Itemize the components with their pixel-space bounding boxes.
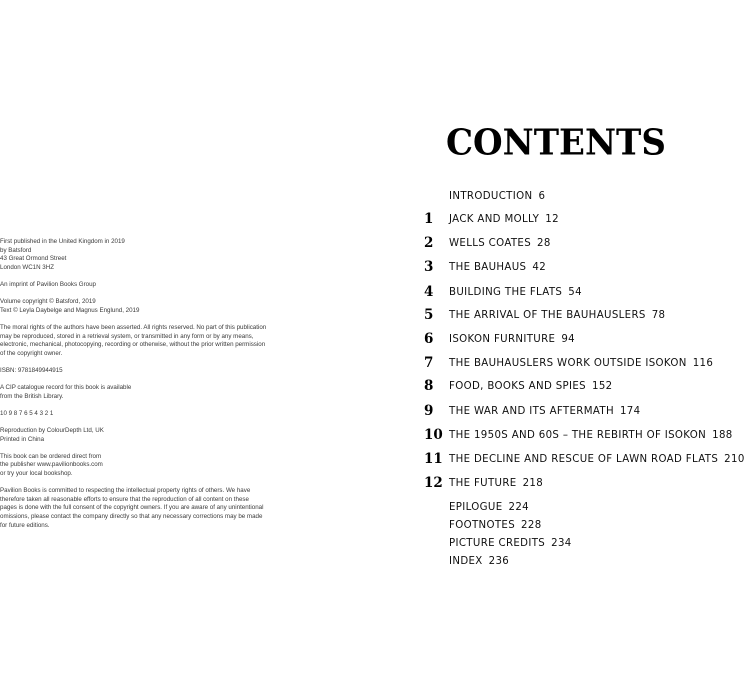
chapter-title: THE BAUHAUS	[449, 261, 527, 273]
imprint-block	[0, 281, 290, 290]
chapter-title: THE FUTURE	[449, 477, 517, 489]
contents-entry[interactable]	[420, 282, 582, 302]
imprint-line: Volume copyright © Batsford, 2019	[0, 298, 96, 306]
contents-entry[interactable]	[420, 209, 559, 229]
imprint-line: of the copyright owner.	[0, 349, 63, 357]
imprint-line: electronic, mechanical, photocopying, recording or otherwise, without the prior written permission	[0, 341, 266, 349]
imprint-line: A CIP catalogue record for this book is available	[0, 384, 132, 392]
chapter-title: ISOKON FURNITURE	[449, 333, 556, 345]
contents-entry[interactable]	[420, 257, 546, 277]
imprint-line: pages is done with the full consent of the copyright owners. If you are aware of any unintentional	[0, 504, 264, 512]
contents-entry[interactable]	[420, 515, 542, 535]
chapter-title: INTRODUCTION	[449, 190, 533, 202]
contents-entry[interactable]	[420, 353, 713, 373]
chapter-page-number: 12	[545, 213, 559, 225]
imprint-block	[0, 298, 290, 315]
chapter-page-number: 210	[724, 453, 745, 465]
imprint-block	[0, 453, 290, 479]
chapter-page-number: 188	[712, 429, 733, 441]
imprint-line: 43 Great Ormond Street	[0, 255, 67, 263]
chapter-page-number: 236	[488, 555, 510, 567]
chapter-number: 1	[424, 211, 434, 227]
chapter-number: 4	[424, 284, 434, 300]
contents-entry[interactable]	[420, 497, 529, 517]
contents-entry[interactable]	[420, 473, 543, 493]
chapter-page-number: 78	[651, 309, 666, 321]
imprint-line: may be reproduced, stored in a retrieval system, or transmitted in any form or by any means,	[0, 332, 254, 340]
chapter-page-number: 218	[522, 477, 544, 489]
contents-entry[interactable]	[420, 425, 733, 445]
chapter-title: THE BAUHAUSLERS WORK OUTSIDE ISOKON	[449, 357, 687, 369]
chapter-page-number: 94	[561, 333, 575, 345]
imprint-line: by Batsford	[0, 246, 32, 254]
chapter-title: THE WAR AND ITS AFTERMATH	[449, 405, 614, 417]
chapter-page-number: 234	[551, 537, 572, 549]
chapter-page-number: 54	[568, 286, 582, 298]
chapter-number: 8	[424, 378, 434, 394]
contents-entry[interactable]	[420, 449, 745, 469]
chapter-title: BUILDING THE FLATS	[449, 286, 563, 298]
chapter-number: 12	[424, 475, 443, 491]
chapter-number: 10	[424, 427, 443, 443]
chapter-title: FOOTNOTES	[449, 519, 516, 531]
contents-entry[interactable]	[420, 233, 551, 253]
contents-entry[interactable]	[420, 376, 613, 396]
chapter-title: PICTURE CREDITS	[449, 537, 546, 549]
chapter-title: INDEX	[449, 555, 483, 567]
contents-entry[interactable]	[420, 551, 509, 571]
chapter-page-number: 152	[592, 380, 613, 392]
chapter-number: 2	[424, 235, 434, 251]
imprint-line: omissions, please contact the company directly so that any necessary corrections may be made	[0, 513, 263, 520]
imprint-line: First published in the United Kingdom in 2019	[0, 238, 125, 245]
imprint-line: for future editions.	[0, 521, 50, 529]
imprint-block	[0, 367, 290, 376]
imprint-line: or try your local bookshop.	[0, 470, 73, 478]
imprint-line: Pavilion Books is committed to respecting the intellectual property rights of others. We have	[0, 487, 251, 495]
chapter-page-number: 174	[619, 405, 641, 417]
chapter-number: 9	[424, 403, 434, 419]
contents-entry[interactable]	[420, 329, 575, 349]
chapter-title: EPILOGUE	[449, 501, 503, 513]
chapter-title: JACK AND MOLLY	[449, 213, 540, 225]
imprint-block	[0, 238, 290, 272]
chapter-page-number: 6	[538, 190, 546, 202]
imprint-line: the publisher www.pavilionbooks.com	[0, 461, 103, 469]
contents-heading: CONTENTS	[446, 122, 666, 165]
imprint-line: from the British Library.	[0, 392, 64, 400]
imprint-line: Text © Leyla Daybelge and Magnus Englund, 2019	[0, 306, 140, 314]
chapter-page-number: 42	[532, 261, 547, 273]
chapter-number: 7	[424, 355, 434, 371]
imprint-line: This book can be ordered direct from	[0, 452, 102, 460]
chapter-title: THE 1950S AND 60S – THE REBIRTH OF ISOKON	[449, 429, 707, 441]
chapter-page-number: 28	[537, 237, 551, 249]
imprint-block	[0, 427, 290, 444]
chapter-number: 5	[424, 307, 434, 323]
chapter-number: 11	[424, 451, 443, 467]
chapter-page-number: 116	[692, 357, 714, 369]
imprint-line: therefore taken all reasonable efforts to ensure that the reproduction of all content on these	[0, 495, 249, 503]
chapter-title: THE ARRIVAL OF THE BAUHAUSLERS	[449, 309, 646, 321]
chapter-title: THE DECLINE AND RESCUE OF LAWN ROAD FLATS	[449, 453, 719, 465]
chapter-title: FOOD, BOOKS AND SPIES	[449, 380, 586, 392]
contents-entry[interactable]	[420, 533, 572, 553]
chapter-page-number: 228	[521, 519, 542, 531]
chapter-title: WELLS COATES	[449, 237, 532, 249]
chapter-number: 6	[424, 331, 434, 347]
imprint-block	[0, 487, 290, 530]
chapter-page-number: 224	[508, 501, 530, 513]
contents-entry[interactable]	[420, 401, 640, 421]
imprint-line: ISBN: 9781849944915	[0, 366, 63, 374]
imprint-line: London WC1N 3HZ	[0, 263, 54, 271]
imprint-page	[0, 238, 290, 539]
contents-entry[interactable]	[420, 305, 665, 325]
imprint-block	[0, 384, 290, 401]
imprint-line: The moral rights of the authors have been asserted. All rights reserved. No part of this publication	[0, 323, 267, 331]
imprint-line: Printed in China	[0, 435, 45, 443]
chapter-number: 3	[424, 259, 434, 275]
imprint-line: Reproduction by ColourDepth Ltd, UK	[0, 427, 104, 435]
contents-entry[interactable]	[420, 186, 545, 206]
imprint-block	[0, 324, 290, 358]
imprint-block	[0, 410, 290, 419]
imprint-line: An imprint of Pavilion Books Group	[0, 280, 96, 288]
imprint-line: 10 9 8 7 6 5 4 3 2 1	[0, 409, 54, 417]
